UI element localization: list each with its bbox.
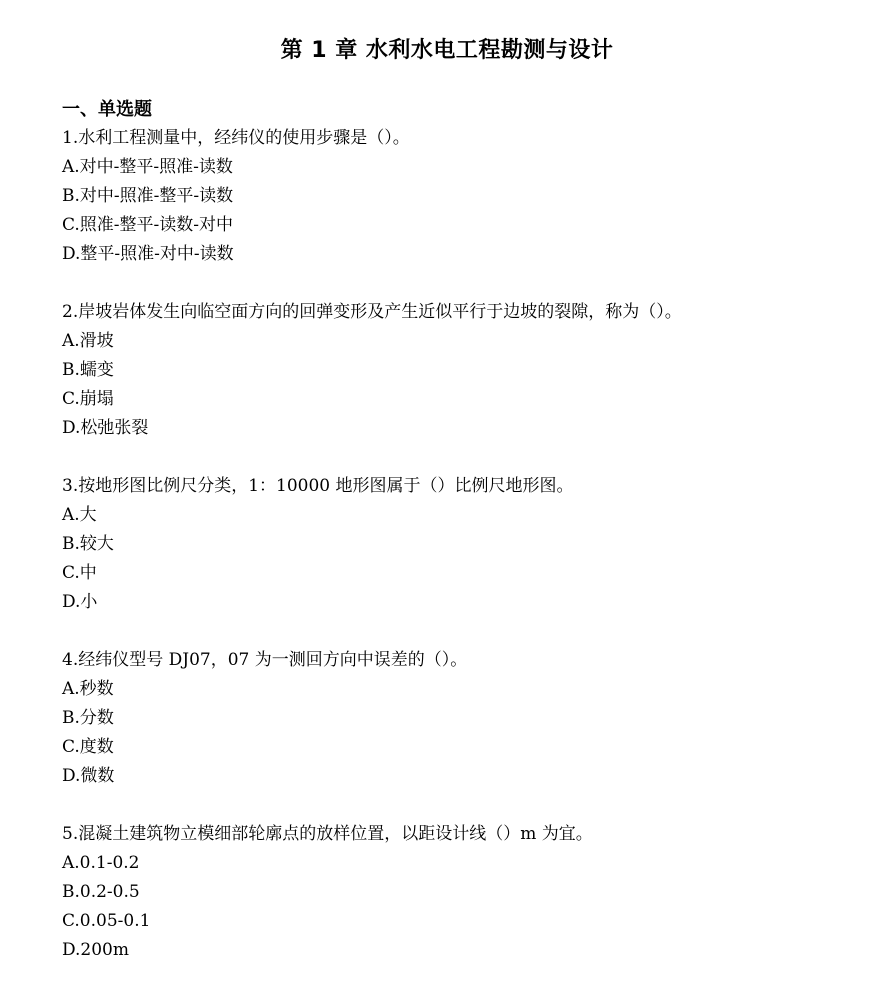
option-b: B.对中-照准-整平-读数 bbox=[62, 186, 234, 206]
question-stem: 2.岸坡岩体发生向临空面方向的回弹变形及产生近似平行于边坡的裂隙，称为（）。 bbox=[62, 302, 682, 322]
question-3 bbox=[62, 472, 862, 617]
option-d: D.200m bbox=[62, 940, 129, 960]
option-d: D.松弛张裂 bbox=[62, 418, 149, 438]
option-a: A.0.1-0.2 bbox=[62, 853, 140, 873]
option-c: C.度数 bbox=[62, 737, 114, 757]
option-b: B.较大 bbox=[62, 534, 114, 554]
section-heading: 一、单选题 bbox=[62, 99, 152, 120]
option-b: B.蠕变 bbox=[62, 360, 114, 380]
question-stem: 4.经纬仪型号 DJ07，07 为一测回方向中误差的（）。 bbox=[62, 650, 468, 670]
option-b: B.分数 bbox=[62, 708, 114, 728]
option-c: C.照准-整平-读数-对中 bbox=[62, 215, 234, 235]
question-stem: 5.混凝土建筑物立模细部轮廓点的放样位置，以距设计线（）m 为宜。 bbox=[62, 824, 593, 844]
question-stem: 3.按地形图比例尺分类，1：10000 地形图属于（）比例尺地形图。 bbox=[62, 476, 574, 496]
chapter-title: 第 1 章 水利水电工程勘测与设计 bbox=[280, 38, 614, 63]
option-b: B.0.2-0.5 bbox=[62, 882, 140, 902]
option-a: A.秒数 bbox=[62, 679, 114, 699]
option-a: A.对中-整平-照准-读数 bbox=[62, 157, 233, 177]
option-a: A.滑坡 bbox=[62, 331, 114, 351]
question-list bbox=[62, 124, 862, 994]
option-c: C.崩塌 bbox=[62, 389, 114, 409]
question-2 bbox=[62, 298, 862, 443]
question-4 bbox=[62, 646, 862, 791]
question-1 bbox=[62, 124, 862, 269]
option-a: A.大 bbox=[62, 505, 97, 525]
question-5 bbox=[62, 820, 862, 965]
question-stem: 1.水利工程测量中，经纬仪的使用步骤是（）。 bbox=[62, 128, 410, 148]
option-d: D.整平-照准-对中-读数 bbox=[62, 244, 234, 264]
option-d: D.微数 bbox=[62, 766, 115, 786]
option-d: D.小 bbox=[62, 592, 98, 612]
option-c: C.中 bbox=[62, 563, 97, 583]
option-c: C.0.05-0.1 bbox=[62, 911, 151, 931]
